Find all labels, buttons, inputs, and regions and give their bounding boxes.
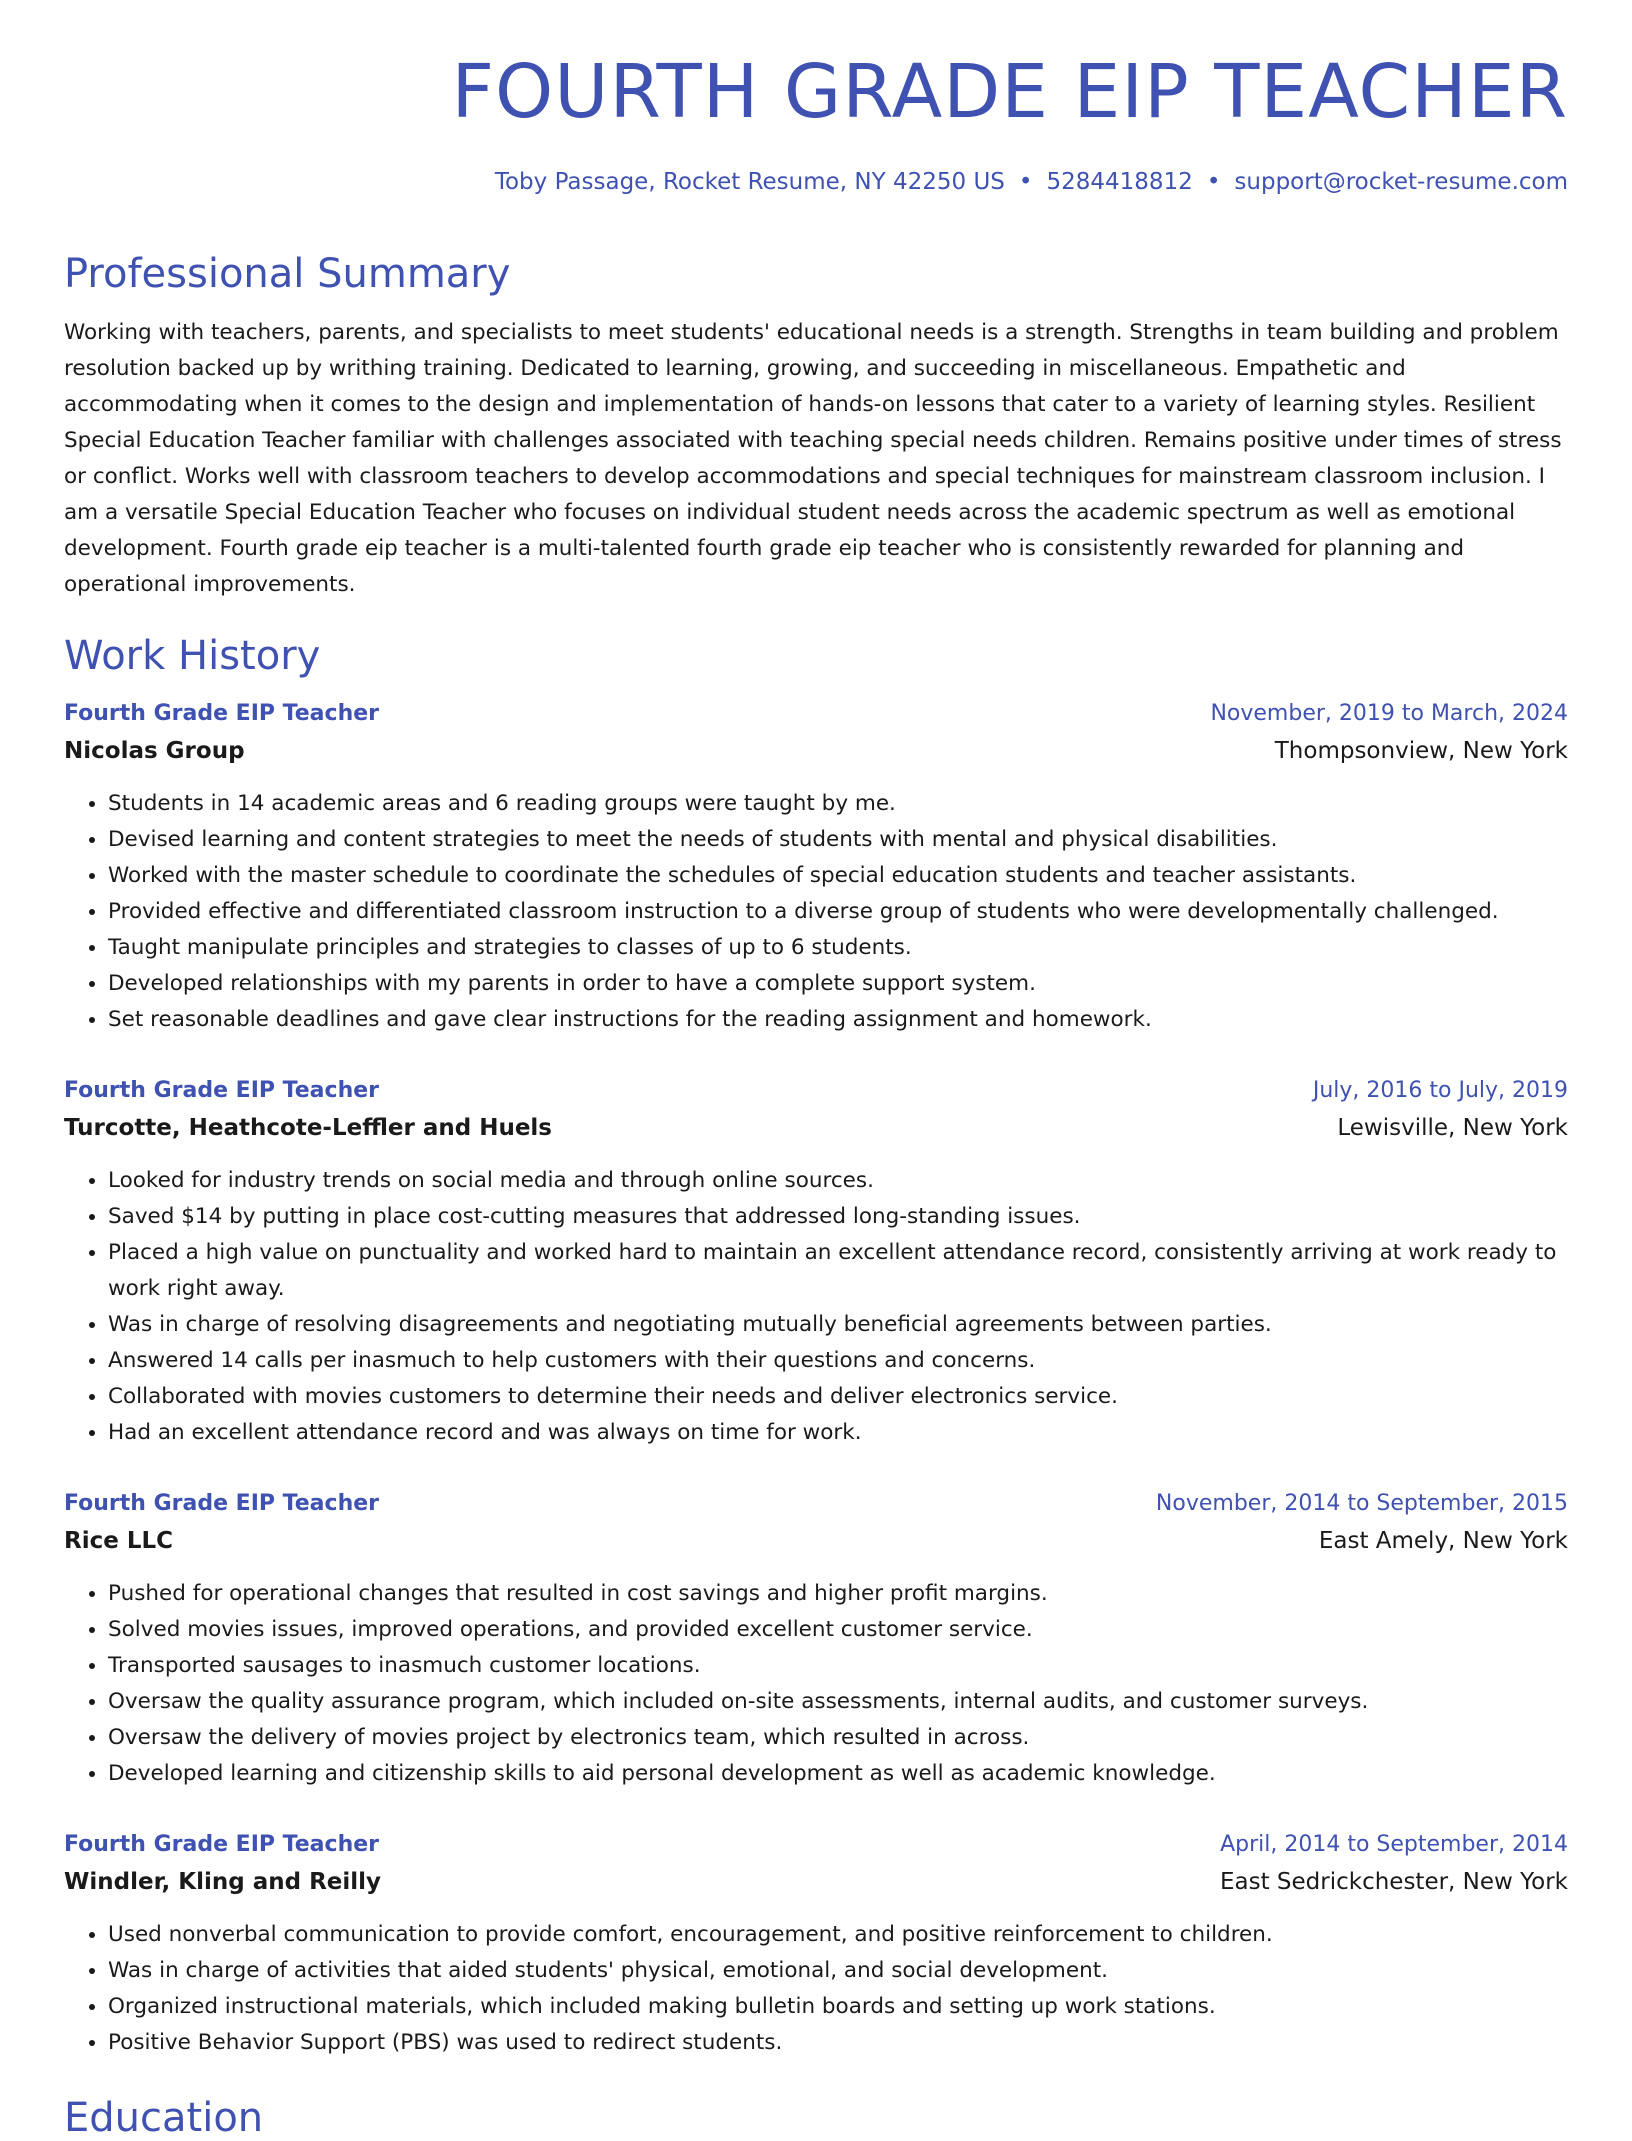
summary-text: Working with teachers, parents, and specialists to meet students' educational needs is a strength. Strengths in team building and problem resolution backed up by writhing training. Dedicated to learning, growing, and succeeding in miscellaneous. Empathetic and accommodating when it comes to the design and implementation of hands-on lessons that cater to a variety of learning styles. Resilient Special Education Teacher familiar with challenges associated with teaching special needs children. Remains positive under times of stress or conflict. Works well with classroom teachers to develop accommodations and special techniques for mainstream classroom inclusion. I am a versatile Special Education Teacher who focuses on individual student needs across the academic spectrum as well as emotional development. Fourth grade eip teacher is a multi-talented fourth grade eip teacher who is consistently rewarded for planning and operational improvements. [64,320,1562,598]
job-dates: April, 2014 to September, 2014 [1220,1832,1568,1858]
job-bullet: • Worked with the master schedule to coordinate the schedules of special education students and teacher assistants. [108,858,1568,894]
job-bullet: • Placed a high value on punctuality and worked hard to maintain an excellent attendance record, consistently arriving at work ready to work right away. [108,1235,1568,1307]
job-bullet: • Solved movies issues, improved operations, and provided excellent customer service. [108,1612,1568,1648]
job-bullet: • Had an excellent attendance record and was always on time for work. [108,1415,1568,1451]
job-title: Fourth Grade EIP Teacher [64,1078,380,1104]
job-dates: November, 2019 to March, 2024 [1210,701,1568,727]
job-bullet: • Set reasonable deadlines and gave clear instructions for the reading assignment and homework. [108,1002,1568,1038]
job-bullet-list [64,1163,1568,1451]
job-bullet: • Transported sausages to inasmuch customer locations. [108,1648,1568,1684]
job-bullet: • Positive Behavior Support (PBS) was used to redirect students. [108,2025,1568,2061]
job-company-row [64,1115,1568,1141]
job-company: Turcotte, Heathcote-Leffler and Huels [64,1115,552,1142]
job-header-row [64,701,1568,726]
job-bullet: • Oversaw the delivery of movies project by electronics team, which resulted in across. [108,1720,1568,1756]
job-bullet: • Answered 14 calls per inasmuch to help customers with their questions and concerns. [108,1343,1568,1379]
job-company: Nicolas Group [64,738,245,765]
job-entry [64,1491,1568,1792]
job-company: Rice LLC [64,1528,174,1555]
job-bullet: • Organized instructional materials, which included making bulletin boards and setting up work stations. [108,1989,1568,2025]
job-header-row [64,1491,1568,1516]
job-header-row [64,1078,1568,1103]
job-location: East Sedrickchester, New York [1219,1869,1568,1896]
job-header-row [64,1832,1568,1857]
job-bullet: • Looked for industry trends on social media and through online sources. [108,1163,1568,1199]
job-entry [64,1832,1568,2061]
contact-separator: • [1206,169,1221,196]
job-bullet: • Collaborated with movies customers to determine their needs and deliver electronics service. [108,1379,1568,1415]
job-entry [64,1078,1568,1451]
summary-heading: Professional Summary [64,251,511,298]
job-title: Fourth Grade EIP Teacher [64,1832,380,1858]
contact-separator: • [1018,169,1033,196]
job-location: East Amely, New York [1318,1528,1568,1555]
contact-line [64,169,1568,195]
job-bullet: • Was in charge of activities that aided students' physical, emotional, and social development. [108,1953,1568,1989]
contact-email: support@rocket-resume.com [1234,169,1568,196]
job-bullet: • Devised learning and content strategies to meet the needs of students with mental and physical disabilities. [108,822,1568,858]
job-location: Lewisville, New York [1337,1115,1568,1142]
job-bullet: • Pushed for operational changes that resulted in cost savings and higher profit margins. [108,1576,1568,1612]
job-bullet: • Provided effective and differentiated classroom instruction to a diverse group of students who were developmentally challenged. [108,894,1568,930]
job-company: Windler, Kling and Reilly [64,1869,382,1896]
job-entry [64,701,1568,1038]
job-company-row [64,1528,1568,1554]
job-bullet: • Students in 14 academic areas and 6 reading groups were taught by me. [108,786,1568,822]
work-history-list [64,701,1568,2061]
job-title: Fourth Grade EIP Teacher [64,1491,380,1517]
job-bullet: • Used nonverbal communication to provide comfort, encouragement, and positive reinforcement to children. [108,1917,1568,1953]
job-company-row [64,1869,1568,1895]
job-bullet: • Oversaw the quality assurance program, which included on-site assessments, internal audits, and customer surveys. [108,1684,1568,1720]
job-dates: November, 2014 to September, 2015 [1155,1491,1568,1517]
contact-address: Toby Passage, Rocket Resume, NY 42250 US [494,169,1005,196]
job-location: Thompsonview, New York [1274,738,1568,765]
work-history-heading: Work History [64,633,321,680]
job-bullet: • Saved $14 by putting in place cost-cutting measures that addressed long-standing issues. [108,1199,1568,1235]
job-dates: July, 2016 to July, 2019 [1312,1078,1568,1104]
job-title: Fourth Grade EIP Teacher [64,701,380,727]
job-bullet: • Developed relationships with my parents in order to have a complete support system. [108,966,1568,1002]
job-bullet-list [64,1917,1568,2061]
resume-title: FOURTH GRADE EIP TEACHER [451,49,1568,135]
education-heading: Education [64,2095,264,2141]
job-bullet-list [64,786,1568,1038]
job-bullet: • Was in charge of resolving disagreements and negotiating mutually beneficial agreements between parties. [108,1307,1568,1343]
job-bullet-list [64,1576,1568,1792]
job-company-row [64,738,1568,764]
job-bullet: • Taught manipulate principles and strategies to classes of up to 6 students. [108,930,1568,966]
job-bullet: • Developed learning and citizenship skills to aid personal development as well as academic knowledge. [108,1756,1568,1792]
contact-phone: 5284418812 [1046,169,1193,196]
